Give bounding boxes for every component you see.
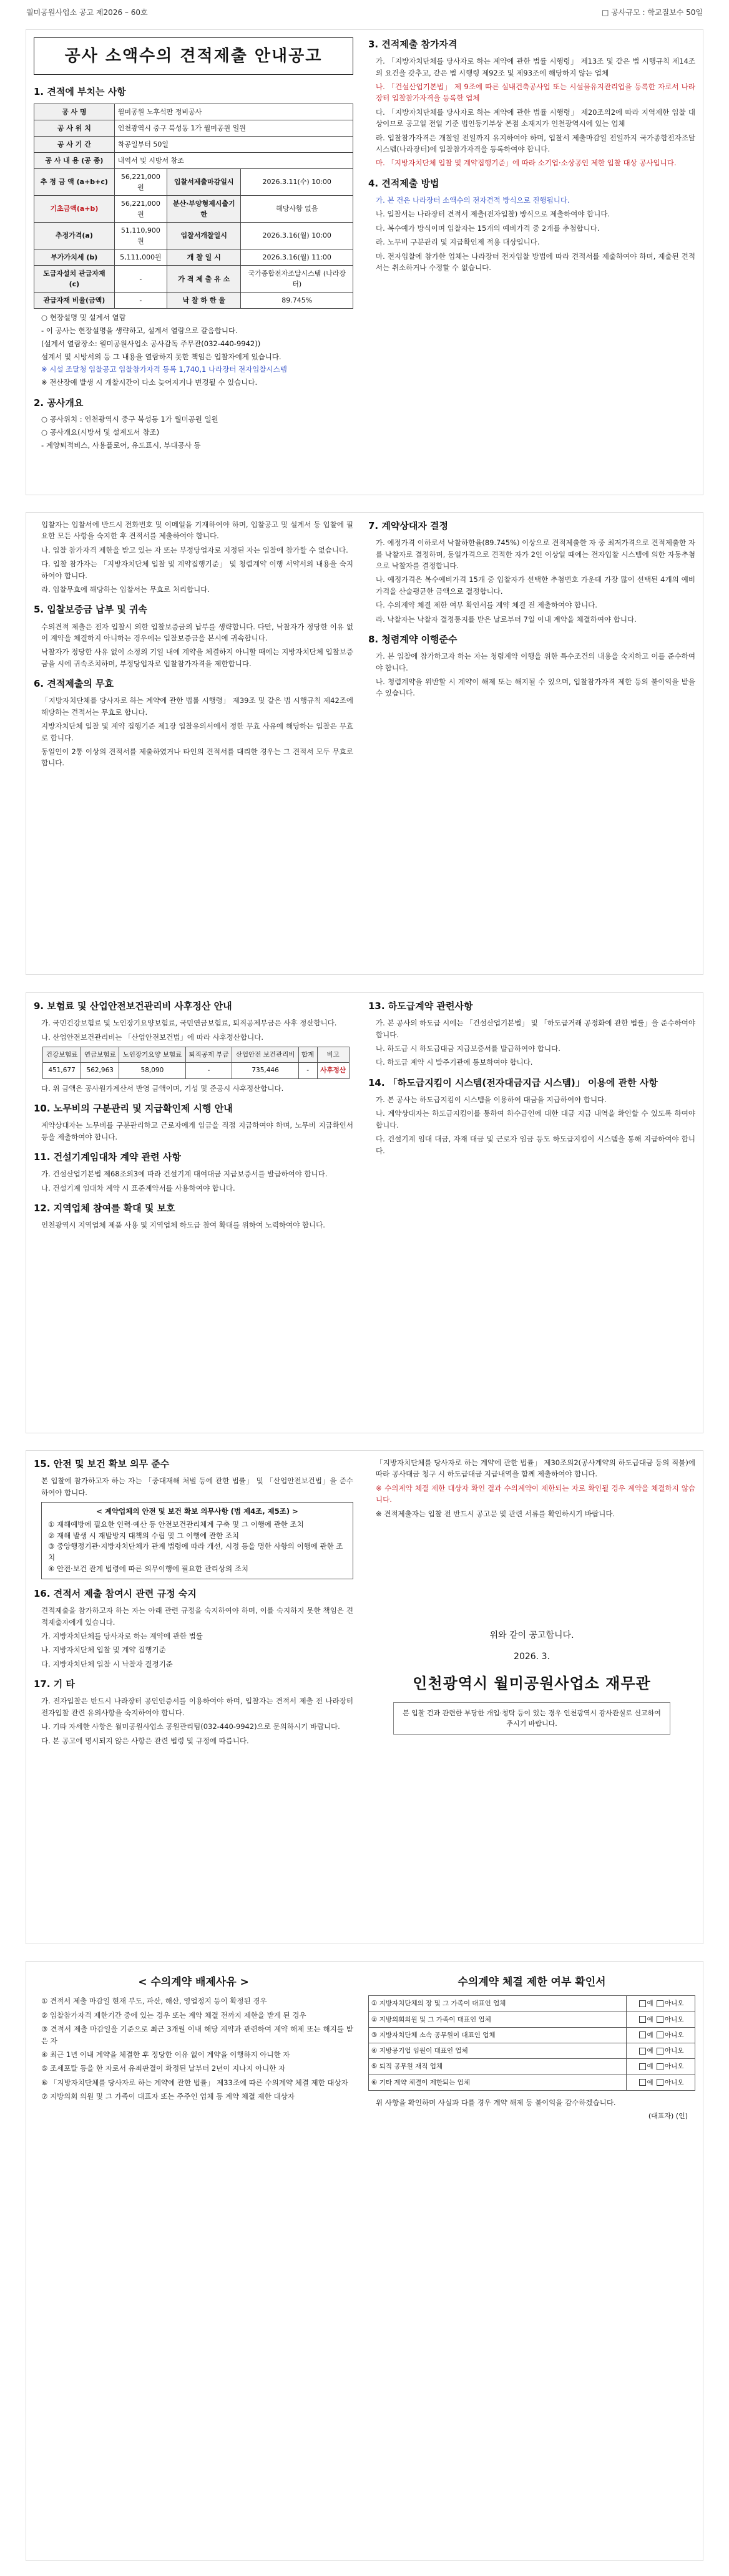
table-row: ⑥ 기타 계약 체결이 제한되는 업체 예 아니오 xyxy=(369,2075,695,2090)
paragraph: 나. 「건설산업기본법」 제 9조에 따른 실내건축공사업 또는 시설물유지관리업을 등록한 자로서 나라장터 입찰참가자격을 등록한 업체 xyxy=(376,82,695,103)
paragraph: 다. 건설기계 임대 대금, 자재 대금 및 근로자 임금 등도 하도급지킴이 시스템을 통해 지급하여야 합니다. xyxy=(376,1135,695,1155)
table-row: ④ 지방공기업 임원이 대표인 업체 예 아니오 xyxy=(369,2043,695,2059)
paragraph: 다. 입찰 참가자는 「지방자치단체 입찰 및 계약집행기준」 및 청렴계약 이행 서약서의 내용을 숙지하여야 합니다. xyxy=(41,559,353,580)
duty-item: ② 재해 발생 시 재발방지 대책의 수립 및 그 이행에 관한 조치 xyxy=(48,1531,240,1540)
paragraph: 가. 국민건강보험료 및 노인장기요양보험료, 국민연금보험료, 퇴직공제부금은 사후 정산합니다. xyxy=(41,1019,337,1028)
right-column xyxy=(368,37,695,276)
section-15-heading: 15. 안전 및 보건 확보 의무 준수 xyxy=(34,1458,170,1470)
signature-line[interactable]: (대표자) (인) xyxy=(648,2112,688,2121)
paragraph: 나. 기타 자세한 사항은 월미공원사업소 공원관리팀(032-440-9942)으로 문의하시기 바랍니다. xyxy=(41,1722,340,1731)
paragraph: ※ 수의계약 체결 제한 대상자 확인 결과 수의계약이 제한되는 자로 확인될 경우 계약을 체결하지 않습니다. xyxy=(376,1483,695,1504)
paragraph: 다. 본 공고에 명시되지 않은 사항은 관련 법령 및 규정에 따릅니다. xyxy=(41,1736,249,1745)
conditions-card xyxy=(26,513,703,974)
box-title: < 계약업체의 안전 및 보건 확보 의무사항 (법 제4조, 제5조) > xyxy=(96,1507,298,1516)
no-checkbox[interactable] xyxy=(657,2048,663,2055)
right-column xyxy=(368,1457,695,1735)
overview-line: ○ 공사개요(시방서 및 설계도서 참조) xyxy=(41,428,160,437)
paragraph: 수의견적 제출은 전자 입찰시 의한 입찰보증금의 납부를 생략합니다. 다만, 낙찰자가 정당한 이유 없이 계약을 체결하지 아니하는 경우에는 입찰보증금을 본시에 귀속합니다. xyxy=(41,622,353,642)
paragraph: 지방자치단체 입찰 및 계약 집행기준 제1장 입찰유의서에서 정한 무효 사유에 해당하는 입찰은 무효로 합니다. xyxy=(41,722,353,742)
no-checkbox[interactable] xyxy=(657,2000,663,2007)
paragraph: ※ 견적제출자는 입찰 전 반드시 공고문 및 관련 서류를 확인하시기 바랍니다. xyxy=(376,1509,615,1518)
paragraph: 나. 지방자치단체 입찰 및 계약 집행기준 xyxy=(41,1645,166,1655)
left-column xyxy=(34,999,353,1234)
paragraph: 낙찰자가 정당한 사유 없이 소정의 기일 내에 계약을 체결하지 아니할 때에는 지방자치단체 입찰보증금을 시에 귀속조치하며, 부정당업자로 입찰참가자격을 제한합니다. xyxy=(41,647,353,668)
note-line: (설계서 열람장소: 월미공원사업소 공사감독 주무관(032-440-9942)) xyxy=(41,339,261,348)
table-row: ③ 지방자치단체 소속 공무원이 대표인 업체 예 아니오 xyxy=(369,2027,695,2043)
note-line: ※ 시설 조달청 입찰공고 입찰참가자격 등록 1,740,1 나라장터 전자입찰시스템 xyxy=(41,365,287,374)
right-form xyxy=(368,1970,695,2121)
page-header xyxy=(0,0,729,25)
paragraph: 다. 복수예가 방식이며 입찰자는 15개의 예비가격 중 2개를 추첨합니다. xyxy=(376,223,600,233)
yes-checkbox[interactable] xyxy=(639,2000,646,2007)
left-column xyxy=(34,37,353,453)
section-1-heading: 1. 견적에 부치는 사항 xyxy=(34,86,126,98)
section-6-heading: 6. 견적제출의 무효 xyxy=(34,678,114,690)
exclusion-item: ⑦ 지방의회 의원 및 그 가족이 대표자 또는 주주인 업체 등 계약 체결 제한 대상자 xyxy=(41,2092,295,2101)
right-column xyxy=(368,999,695,1159)
safety-duties-box xyxy=(41,1502,353,1579)
paragraph: 가. 본 입찰에 참가하고자 하는 자는 청렴계약 이행을 위한 특수조건의 내용을 숙지하고 이를 준수하여야 합니다. xyxy=(376,652,695,672)
paragraph: 가. 본 공사의 하도급 시에는 「건설산업기본법」 및 「하도급거래 공정화에 관한 법률」을 준수하여야 합니다. xyxy=(376,1019,696,1039)
paragraph: 나. 산업안전보건관리비는 「산업안전보건법」에 따라 사후정산합니다. xyxy=(41,1032,263,1042)
paragraph: 마. 「지방자치단체 입찰 및 계약집행기준」에 따라 소기업·소상공인 제한 입찰 대상 공사입니다. xyxy=(376,158,677,168)
table-row: ⑤ 퇴직 공무원 재직 업체 예 아니오 xyxy=(369,2059,695,2075)
section-14-heading: 14. 「하도급지킴이 시스템(전자대금지급 시스템)」 이용에 관한 사항 xyxy=(368,1077,658,1088)
overview-line: - 계양퇴적비스, 사용플로어, 유도표시, 부대공사 등 xyxy=(41,440,201,450)
paragraph: 「지방자치단체를 당사자로 하는 계약에 관한 법률」 제30조의2(공사계약의 하도급대금 등의 직불)에 따라 공사대금 청구 시 하도급대금 지급내역을 함께 제출하여야 합니다. xyxy=(376,1458,695,1479)
exclusion-item: ① 견적서 제출 마감일 현재 부도, 파산, 해산, 영업정지 등이 확정된 경우 xyxy=(41,1997,267,2006)
note-line: ○ 현장설명 및 설계서 열람 xyxy=(41,313,126,322)
paragraph: 가. 예정가격 이하로서 낙찰하한율(89.745%) 이상으로 견적제출한 자 중 최저가격으로 견적제출한 자를 낙찰자로 결정하며, 동일가격으로 견적한 자가 2인 이상일 때에는 전자입찰 시스템에 의한 자동추첨으로 낙찰자를 결정합니다. xyxy=(376,538,695,571)
section-8-heading: 8. 청렴계약 이행준수 xyxy=(368,633,457,645)
paragraph: 나. 입찰서는 나라장터 견적서 제출(전자입찰) 방식으로 제출하여야 합니다. xyxy=(376,210,610,219)
exclusion-item: ③ 견적서 제출 마감일을 기준으로 최근 3개월 이내 해당 계약과 관련하여 계약 해제 또는 해지를 받은 자 xyxy=(41,2025,353,2045)
section-4-heading: 4. 견적제출 방법 xyxy=(368,177,439,189)
no-checkbox[interactable] xyxy=(657,2016,663,2023)
confirmation-table xyxy=(368,1995,695,2091)
paragraph: 인천광역시 지역업체 제품 사용 및 지역업체 하도급 참여 확대를 위하여 노력하여야 합니다. xyxy=(41,1221,325,1230)
paragraph: 다. 지방자치단체 입찰 시 낙찰자 결정기준 xyxy=(41,1659,173,1668)
paragraph: 입찰자는 입찰서에 반드시 전화번호 및 이메일을 기재하여야 하며, 입찰공고 및 설계서 등 입찰에 필요한 모든 사항을 숙지한 후 견적서를 제출하여야 합니다. xyxy=(41,520,353,541)
right-column xyxy=(368,519,695,702)
paragraph: 라. 낙찰자는 낙찰자 결정통지를 받은 날로부터 7일 이내 계약을 체결하여야 합니다. xyxy=(376,614,637,624)
paragraph: 가. 전자입찰은 반드시 나라장터 공인인증서를 이용하여야 하며, 입찰자는 견적서 제출 전 나라장터 전자입찰 관련 유의사항을 숙지하여야 합니다. xyxy=(41,1697,353,1717)
forms-card xyxy=(26,1962,703,2560)
section-5-heading: 5. 입찰보증금 납부 및 귀속 xyxy=(34,604,147,616)
note-line: - 이 공사는 현장설명을 생략하고, 설계서 열람으로 갈음합니다. xyxy=(41,326,238,336)
yes-checkbox[interactable] xyxy=(639,2079,646,2086)
form-title: 수의계약 체결 제한 여부 확인서 xyxy=(457,1976,606,1988)
section-11-heading: 11. 건설기계임대차 계약 관련 사항 xyxy=(34,1151,181,1163)
paragraph: 라. 입찰참가자격은 개찰일 전일까지 유지하여야 하며, 입찰서 제출마감일 전일까지 국가종합전자조달시스템(나라장터)에 입찰참가자격을 등록하여야 합니다. xyxy=(376,133,695,153)
paragraph: 견적제출을 참가하고자 하는 자는 아래 관련 규정을 숙지하여야 하며, 이를 숙지하지 못한 책임은 견적제출자에게 있습니다. xyxy=(41,1606,353,1627)
yes-checkbox[interactable] xyxy=(639,2031,646,2038)
paragraph: 가. 본 공사는 하도급지킴이 시스템을 이용하여 대금을 지급하여야 합니다. xyxy=(376,1095,607,1105)
exclusion-item: ⑤ 조세포탈 등을 한 자로서 유죄판결이 확정된 날부터 2년이 지나지 아니한 자 xyxy=(41,2064,286,2073)
bid-info-table: 공 사 명 월미공원 노후석판 정비공사 공 사 위 치 인천광역시 중구 북성동 1가 월미공원 일원 공 사 기 간 착공일부터 50일 공 사 내 용 (공 종) 내역서 및 시방서 참조 추 정 금 액 (a+b+c) 56,221,000원 입찰서제출마감일시 2026.3.11(수) 10:00 기초금액(a+b) 56,221,000원 분산·부양형제시출기한 해당사항 없음 추정가격(a) 51,110,900원 입찰서개찰일시 2026.3.16(월) 10:00 부가가치세 (b) 5,111,000원 개 찰 일 시 2026.3.16(월) 11:00 도급자설치 관급자재 (c) - 가 격 제 출 유 소 국가종합전자조달시스템 (나라장터) 관급자재 비율(금액) - 낙 찰 하 한 율 89.745% xyxy=(34,104,353,309)
paragraph: 나. 입찰 참가자격 제한을 받고 있는 자 또는 부정당업자로 지정된 자는 입찰에 참가할 수 없습니다. xyxy=(41,545,348,554)
exclusion-item: ④ 최근 1년 이내 계약을 체결한 후 정당한 이유 없이 계약을 이행하지 아니한 자 xyxy=(41,2050,290,2059)
note-line: ※ 전산장애 발생 시 개찰시간이 다소 늦어지거나 변경될 수 있습니다. xyxy=(41,378,258,387)
paragraph: 가. 「지방자치단체를 당사자로 하는 계약에 관한 법률 시행령」 제13조 및 같은 법 시행규칙 제14조의 요건을 갖추고, 같은 법 시행령 제92조 및 제93조에 해당하지 않는 업체 xyxy=(376,57,695,77)
paragraph: 가. 지방자치단체를 당사자로 하는 계약에 관한 법률 xyxy=(41,1631,203,1640)
no-checkbox[interactable] xyxy=(657,2079,663,2086)
paragraph: 본 입찰에 참가하고자 하는 자는 「중대재해 처벌 등에 관한 법률」 및 「산업안전보건법」을 준수하여야 합니다. xyxy=(41,1476,353,1497)
no-checkbox[interactable] xyxy=(657,2063,663,2070)
section-9-heading: 9. 보험료 및 산업안전보건관리비 사후정산 안내 xyxy=(34,1000,232,1012)
exclusion-item: ⑥ 「지방자치단체를 당사자로 하는 계약에 관한 법률」 제33조에 따른 수의계약 체결 제한 대상자 xyxy=(41,2078,348,2087)
project-scale: □ 공사규모 : 학교질보수 50일 xyxy=(602,7,703,17)
paragraph: 가. 본 건은 나라장터 소액수의 전자견적 방식으로 진행됩니다. xyxy=(376,196,570,205)
paragraph: 나. 청렴계약을 위반할 시 계약이 해제 또는 해지될 수 있으며, 입찰참가자격 제한 등의 불이익을 받을 수 있습니다. xyxy=(376,677,695,698)
section-16-heading: 16. 견적서 제출 참여시 관련 규정 숙지 xyxy=(34,1587,197,1599)
left-form xyxy=(34,1970,353,2104)
paragraph: 「지방자치단체를 당사자로 하는 계약에 관한 법률 시행령」 제39조 및 같은 법 시행규칙 제42조에 해당하는 견적서는 무효로 합니다. xyxy=(41,696,353,717)
paragraph: 라. 노무비 구분관리 및 지급확인제 적용 대상입니다. xyxy=(376,238,540,247)
paragraph: 나. 계약상대자는 하도급지킴이를 통하여 하수급인에 대한 대금 지급 내역을 확인할 수 있도록 하여야 합니다. xyxy=(376,1109,695,1130)
closing-card xyxy=(26,1451,703,1944)
declaration-text: 위 사항을 확인하며 사실과 다를 경우 계약 해제 등 불이익을 감수하겠습니다. xyxy=(376,2098,616,2107)
duty-item: ④ 안전·보건 관계 법령에 따른 의무이행에 필요한 관리상의 조치 xyxy=(48,1564,248,1574)
section-3-heading: 3. 견적제출 참가자격 xyxy=(368,39,457,50)
paragraph: 나. 예정가격은 복수예비가격 15개 중 입찰자가 선택한 추첨번호 가운데 가장 많이 선택된 4개의 예비가격을 산술평균한 금액으로 결정합니다. xyxy=(376,575,695,596)
note-line: 설계서 및 시방서의 등 그 내용을 열람하지 못한 책임은 입찰자에게 있습니다. xyxy=(41,352,281,361)
closing-text: 위와 같이 공고합니다. xyxy=(489,1630,574,1640)
section-17-heading: 17. 기 타 xyxy=(34,1678,75,1690)
paragraph: 다. 「지방자치단체를 당사자로 하는 계약에 관한 법률 시행령」 제20조의2에 따라 지역제한 입찰 대상이므로 공고일 전일 기준 법인등기부상 본점 소재지가 인천광역시에 있는 업체 xyxy=(376,107,695,128)
paragraph: 동일인이 2통 이상의 견적서를 제출하였거나 타인의 견적서를 대리한 경우는 그 견적서 모두 무효로 합니다. xyxy=(41,747,353,768)
page-title: 공사 소액수의 견적제출 안내공고 xyxy=(34,37,353,75)
form-title: < 수의계약 배제사유 > xyxy=(138,1976,249,1988)
insurance-table: 건강보험료 연금보험료 노인장기요양 보험료 퇴직공제 부금 산업안전 보건관리비 합계 비고 451,677 562,963 58,090 - 735,446 - 사후정산 xyxy=(42,1047,350,1079)
section-2-heading: 2. 공사개요 xyxy=(34,397,84,409)
notice-number: 월미공원사업소 공고 제2026 – 60호 xyxy=(26,7,148,17)
paragraph: 다. 하도급 계약 시 발주기관에 통보하여야 합니다. xyxy=(376,1058,533,1067)
table-row: ② 지방의회의원 및 그 가족이 대표인 업체 예 아니오 xyxy=(369,2012,695,2027)
regulations-card xyxy=(26,993,703,1433)
overview-line: ○ 공사위치 : 인천광역시 중구 북성동 1가 월미공원 일원 xyxy=(41,415,218,424)
no-checkbox[interactable] xyxy=(657,2031,663,2038)
paragraph: 나. 하도급 시 하도급대금 지급보증서를 발급하여야 합니다. xyxy=(376,1044,560,1053)
paragraph: 다. 수의계약 체결 제한 여부 확인서를 계약 체결 전 제출하여야 합니다. xyxy=(376,601,597,610)
report-notice: 본 입찰 건과 관련한 부당한 개입·청탁 등이 있는 경우 인천광역시 감사관실로 신고하여 주시기 바랍니다. xyxy=(393,1702,670,1735)
yes-checkbox[interactable] xyxy=(639,2048,646,2055)
left-column xyxy=(34,519,353,772)
duty-item: ① 재해예방에 필요한 인력·예산 등 안전보건관리체계 구축 및 그 이행에 관한 조치 xyxy=(48,1519,304,1529)
section-13-heading: 13. 하도급계약 관련사항 xyxy=(368,1000,473,1012)
section-12-heading: 12. 지역업체 참여를 확대 및 보호 xyxy=(34,1203,175,1214)
section-7-heading: 7. 계약상대자 결정 xyxy=(368,520,449,531)
paragraph: 나. 건설기계 임대차 계약 시 표준계약서를 사용하여야 합니다. xyxy=(41,1183,235,1193)
left-column xyxy=(34,1457,353,1749)
duty-item: ③ 중앙행정기관·지방자치단체가 관계 법령에 따라 개선, 시정 등을 명한 사항의 이행에 관한 조치 xyxy=(48,1542,343,1562)
table-row: ① 지방자치단체의 장 및 그 가족이 대표인 업체 예 아니오 xyxy=(369,1996,695,2012)
yes-checkbox[interactable] xyxy=(639,2063,646,2070)
notice-date: 2026. 3. xyxy=(514,1651,550,1662)
paragraph: 라. 입찰무효에 해당하는 입찰서는 무효로 처리합니다. xyxy=(41,584,210,594)
paragraph: 가. 건설산업기본법 제68조의3에 따라 건설기계 대여대금 지급보증서를 발급하여야 합니다. xyxy=(41,1169,328,1179)
paragraph: 마. 전자입찰에 참가한 업체는 나라장터 전자입찰 방법에 따라 견적서를 제출하여야 하며, 제출된 견적서는 취소하거나 수정할 수 없습니다. xyxy=(376,251,695,272)
announcement-card xyxy=(26,30,703,495)
paragraph: 다. 위 금액은 공사원가계산서 반영 금액이며, 기성 및 준공시 사후정산합니다. xyxy=(41,1083,284,1093)
exclusion-item: ② 입찰참가자격 제한기간 중에 있는 경우 또는 계약 체결 전까지 제한을 받게 된 경우 xyxy=(41,2010,306,2020)
section-10-heading: 10. 노무비의 구분관리 및 지급확인제 시행 안내 xyxy=(34,1102,233,1114)
yes-checkbox[interactable] xyxy=(639,2016,646,2023)
issuer-name: 인천광역시 월미공원사업소 재무관 xyxy=(413,1675,651,1693)
paragraph: 계약상대자는 노무비를 구분관리하고 근로자에게 임금을 직접 지급하여야 하며, 노무비 지급확인서 등을 제출하여야 합니다. xyxy=(41,1121,353,1141)
